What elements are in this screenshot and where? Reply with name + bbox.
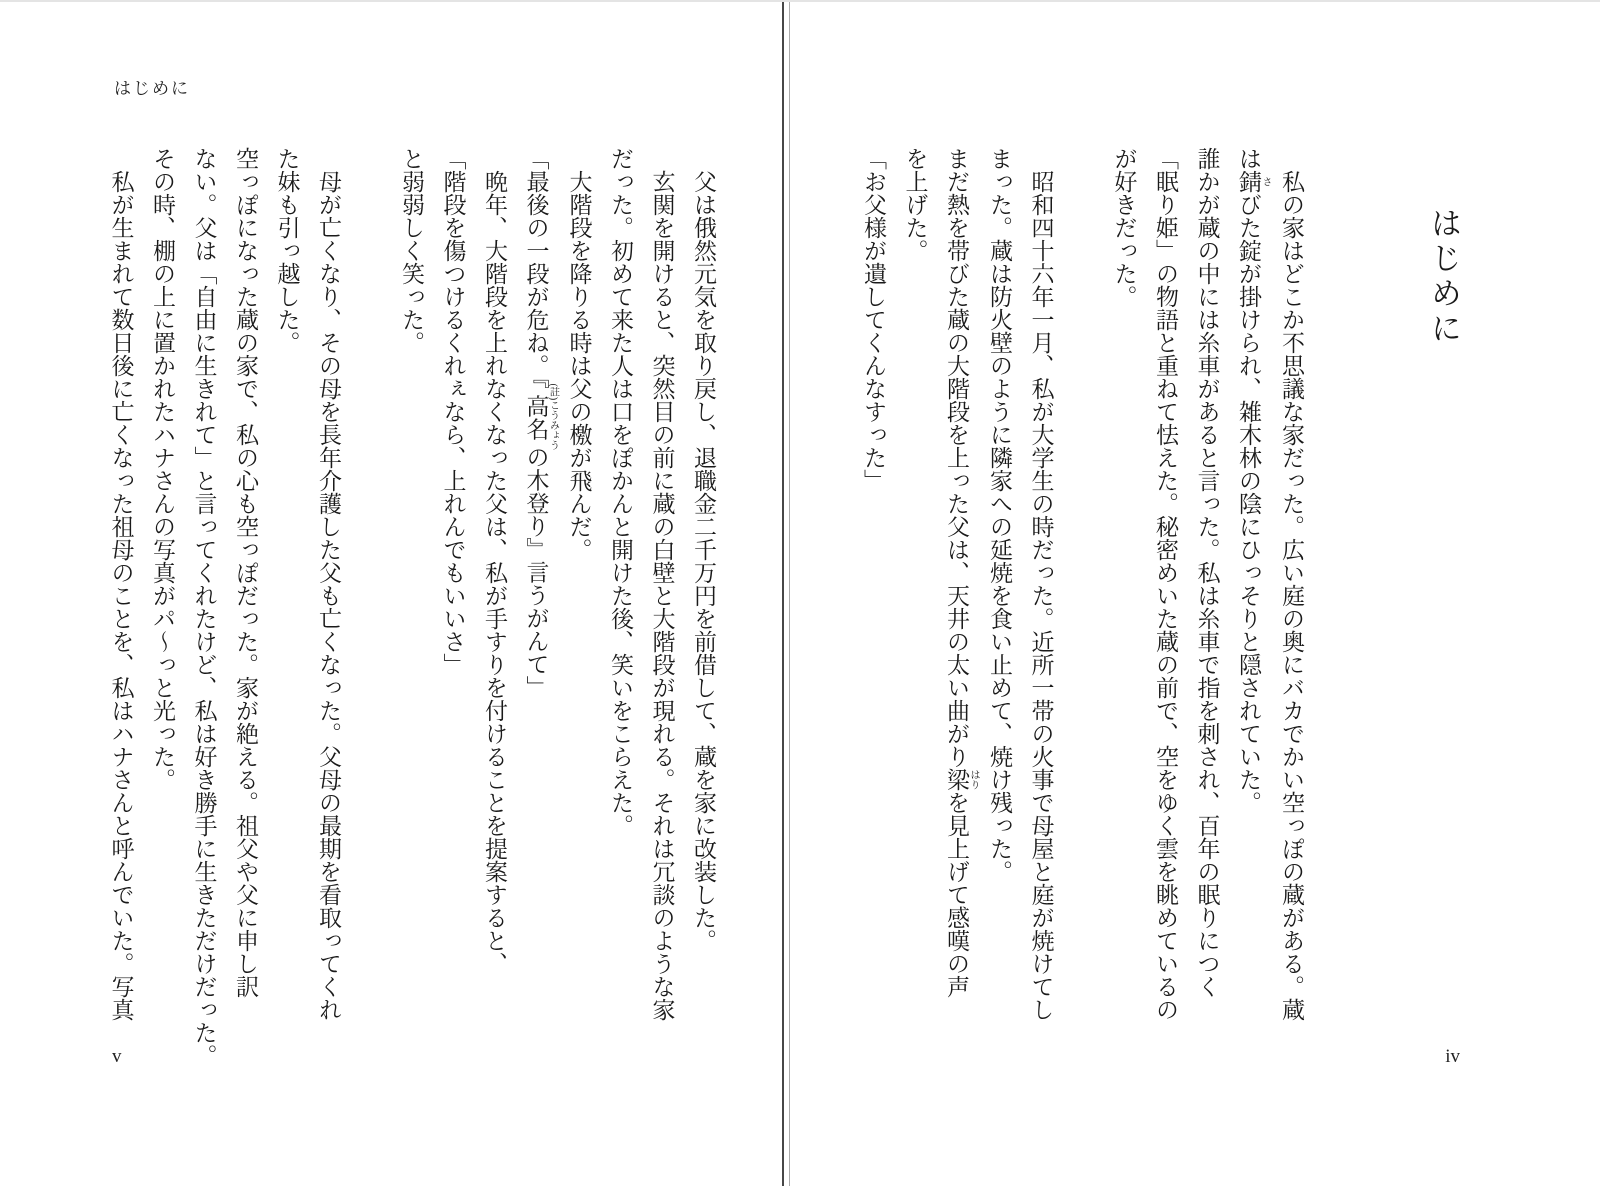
text-column: だった。初めて来た人は口をぽかんと開けた後、笑いをこらえた。: [608, 147, 633, 837]
text-column: 「眠り姫」の物語と重ねて怯えた。秘密めいた蔵の前で、空をゆく雲を眺めているの: [1153, 147, 1178, 1021]
text-column: まった。蔵は防火壁のように隣家への延焼を食い止めて、焼け残った。: [987, 147, 1012, 883]
text-column: 空っぽになった蔵の家で、私の心も空っぽだった。家が絶える。祖父や父に申し訳: [233, 147, 258, 998]
page-right: [790, 2, 1600, 1186]
text-column: と弱弱しく笑った。: [399, 147, 424, 354]
text-column: 誰かが蔵の中には糸車があると言った。私は糸車で指を刺され、百年の眠りにつく: [1194, 147, 1220, 998]
page-number: v: [112, 1046, 122, 1067]
text-column: 母が亡くなり、その母を長年介護した父も亡くなった。父母の最期を看取ってくれ: [316, 170, 341, 1021]
text-column: 晩年、大階段を上れなくなった父は、私が手すりを付けることを提案すると、: [482, 170, 507, 975]
page-left: [0, 2, 784, 1186]
running-header: はじめに: [114, 79, 190, 98]
left-page-body-text: [100, 147, 724, 1107]
text-column: 私の家はどこか不思議な家だった。広い庭の奥にバカでかい空っぽの蔵がある。蔵: [1279, 170, 1304, 1021]
text-column: まだ熱を帯びた蔵の大階段を上った父は、天井の太い曲がり梁 はりを見上げて感嘆の声: [944, 147, 979, 998]
text-column: その時、棚の上に置かれたハナさんの写真がパ〜っと光った。: [150, 147, 175, 791]
text-column: 「お父様が遺してくんなすった」: [861, 147, 886, 492]
text-column: 大階段を降りる時は父の檄が飛んだ。: [566, 170, 592, 561]
text-column: は錆 さびた錠が掛けられ、雑木林の陰にひっそりと隠されていた。: [1236, 147, 1271, 814]
text-column: [1062, 147, 1104, 1097]
text-column: を上げた。: [902, 147, 928, 262]
text-column: [349, 147, 391, 1107]
page-number: iv: [1445, 1046, 1460, 1067]
text-column: 私が生まれて数日後に亡くなった祖母のことを、私はハナさんと呼んでいた。写真: [108, 170, 134, 1021]
text-column: ない。父は「自由に生きれて」と言ってくれたけど、私は好き勝手に生きただけだった。: [191, 147, 217, 1067]
text-column: 父は俄然元気を取り戻し、退職金二千万円を前借して、蔵を家に改装した。: [691, 170, 716, 952]
text-column: 昭和四十六年一月、私が大学生の時だった。近所一帯の火事で母屋と庭が焼けてし: [1028, 170, 1054, 1021]
text-column: が好きだった。: [1111, 147, 1137, 308]
text-column: た妹も引っ越した。: [274, 147, 300, 354]
right-page-body-text: [853, 147, 1467, 1097]
text-column: 「階段を傷つけるくれぇなら、上れんでもいいさ」: [440, 147, 466, 676]
chapter-title: はじめに: [1426, 207, 1461, 347]
text-column: 玄関を開けると、突然目の前に蔵の白壁と大階段が現れる。それは冗談のような家: [649, 170, 675, 1021]
text-column: 「最後の一段が危ね。『高名 (註)こうみょうの木登り』言うがんて」: [523, 147, 559, 699]
